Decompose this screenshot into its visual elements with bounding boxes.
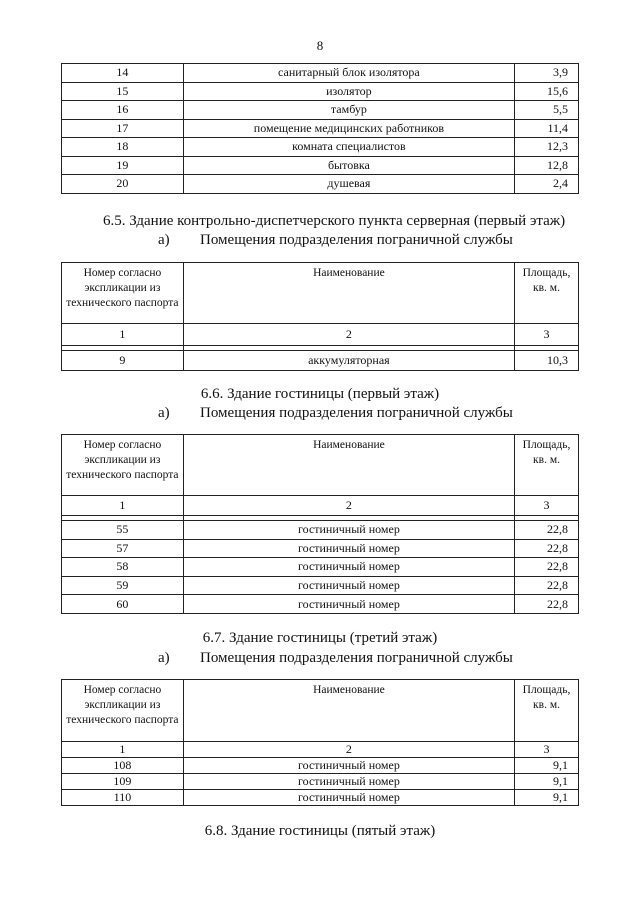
- table-row: [62, 351, 579, 371]
- col-index: 1: [62, 324, 184, 346]
- cell-area: 9,1: [515, 758, 579, 774]
- table-6-5: [61, 262, 579, 371]
- table-row: [62, 138, 579, 157]
- section-6-5-subtitle: [158, 232, 513, 249]
- cell-name: гостиничный номер: [183, 576, 514, 595]
- col-index: 2: [183, 496, 514, 516]
- page-number: 8: [316, 38, 324, 53]
- cell-number: 110: [62, 790, 184, 806]
- table-row: [62, 576, 579, 595]
- cell-name: гостиничный номер: [183, 758, 514, 774]
- col-index: 3: [515, 742, 579, 758]
- cell-area: 22,8: [515, 595, 579, 614]
- section-6-5-sub-label: а): [158, 232, 170, 248]
- col-index: 2: [183, 324, 514, 346]
- cell-number: 9: [62, 351, 184, 371]
- header-name: Наименование: [183, 435, 514, 496]
- cell-area: 11,4: [515, 119, 579, 138]
- section-6-6-title: 6.6. Здание гостиницы (первый этаж): [200, 386, 440, 402]
- cell-area: 22,8: [515, 558, 579, 577]
- section-6-7-subtitle: [158, 650, 513, 667]
- table-row: [62, 175, 579, 194]
- table-6-6: [61, 434, 579, 614]
- section-6-6-sub-label: а): [158, 405, 170, 421]
- section-6-6-sub-title: Помещения подразделения пограничной службы: [200, 405, 513, 421]
- table-row: [62, 82, 579, 101]
- cell-area: 22,8: [515, 539, 579, 558]
- cell-number: 57: [62, 539, 184, 558]
- col-index: 1: [62, 742, 184, 758]
- cell-name: душевая: [183, 175, 514, 194]
- cell-number: 14: [62, 64, 184, 83]
- section-6-5-title: 6.5. Здание контрольно-диспетчерского пункта серверная (первый этаж): [103, 213, 566, 229]
- table-row: [62, 558, 579, 577]
- table-row: [62, 758, 579, 774]
- cell-name: гостиничный номер: [183, 595, 514, 614]
- table-row: [62, 119, 579, 138]
- cell-name: комната специалистов: [183, 138, 514, 157]
- table-row: [62, 539, 579, 558]
- cell-area: 22,8: [515, 521, 579, 540]
- cell-name: санитарный блок изолятора: [183, 64, 514, 83]
- cell-number: 55: [62, 521, 184, 540]
- cell-number: 59: [62, 576, 184, 595]
- header-number: Номер согласно экспликации из технического паспорта: [62, 680, 184, 742]
- cell-name: гостиничный номер: [183, 558, 514, 577]
- cell-name: бытовка: [183, 156, 514, 175]
- col-index: 3: [515, 496, 579, 516]
- header-number: Номер согласно экспликации из технического паспорта: [62, 435, 184, 496]
- cell-name: тамбур: [183, 101, 514, 120]
- cell-name: гостиничный номер: [183, 774, 514, 790]
- section-6-7-sub-title: Помещения подразделения пограничной службы: [200, 650, 513, 666]
- table-row: [62, 595, 579, 614]
- table-continuation: [61, 63, 579, 194]
- cell-area: 15,6: [515, 82, 579, 101]
- cell-number: 16: [62, 101, 184, 120]
- table-row: [62, 101, 579, 120]
- section-6-8-title: 6.8. Здание гостиницы (пятый этаж): [204, 823, 436, 839]
- cell-area: 22,8: [515, 576, 579, 595]
- cell-number: 108: [62, 758, 184, 774]
- table-row: [62, 774, 579, 790]
- table-row: [62, 64, 579, 83]
- header-name: Наименование: [183, 263, 514, 324]
- table-6-7: [61, 679, 579, 806]
- cell-name: изолятор: [183, 82, 514, 101]
- cell-area: 5,5: [515, 101, 579, 120]
- cell-name: аккумуляторная: [183, 351, 514, 371]
- cell-area: 9,1: [515, 774, 579, 790]
- section-6-7-sub-label: а): [158, 650, 170, 666]
- cell-name: гостиничный номер: [183, 790, 514, 806]
- cell-name: помещение медицинских работников: [183, 119, 514, 138]
- section-6-7-title: 6.7. Здание гостиницы (третий этаж): [202, 630, 438, 646]
- cell-number: 20: [62, 175, 184, 194]
- cell-name: гостиничный номер: [183, 539, 514, 558]
- header-area: Площадь, кв. м.: [515, 680, 579, 742]
- header-number: Номер согласно экспликации из технического паспорта: [62, 263, 184, 324]
- header-area: Площадь, кв. м.: [515, 435, 579, 496]
- cell-number: 19: [62, 156, 184, 175]
- section-6-5-sub-title: Помещения подразделения пограничной службы: [200, 232, 513, 248]
- table-row: [62, 521, 579, 540]
- cell-number: 17: [62, 119, 184, 138]
- cell-area: 2,4: [515, 175, 579, 194]
- section-6-6-subtitle: [158, 405, 513, 422]
- cell-number: 58: [62, 558, 184, 577]
- header-name: Наименование: [183, 680, 514, 742]
- col-index: 3: [515, 324, 579, 346]
- cell-name: гостиничный номер: [183, 521, 514, 540]
- cell-number: 109: [62, 774, 184, 790]
- cell-number: 60: [62, 595, 184, 614]
- cell-number: 15: [62, 82, 184, 101]
- table-row: [62, 156, 579, 175]
- col-index: 1: [62, 496, 184, 516]
- cell-area: 10,3: [515, 351, 579, 371]
- header-area: Площадь, кв. м.: [515, 263, 579, 324]
- cell-area: 9,1: [515, 790, 579, 806]
- cell-area: 3,9: [515, 64, 579, 83]
- table-row: [62, 790, 579, 806]
- cell-number: 18: [62, 138, 184, 157]
- col-index: 2: [183, 742, 514, 758]
- cell-area: 12,3: [515, 138, 579, 157]
- cell-area: 12,8: [515, 156, 579, 175]
